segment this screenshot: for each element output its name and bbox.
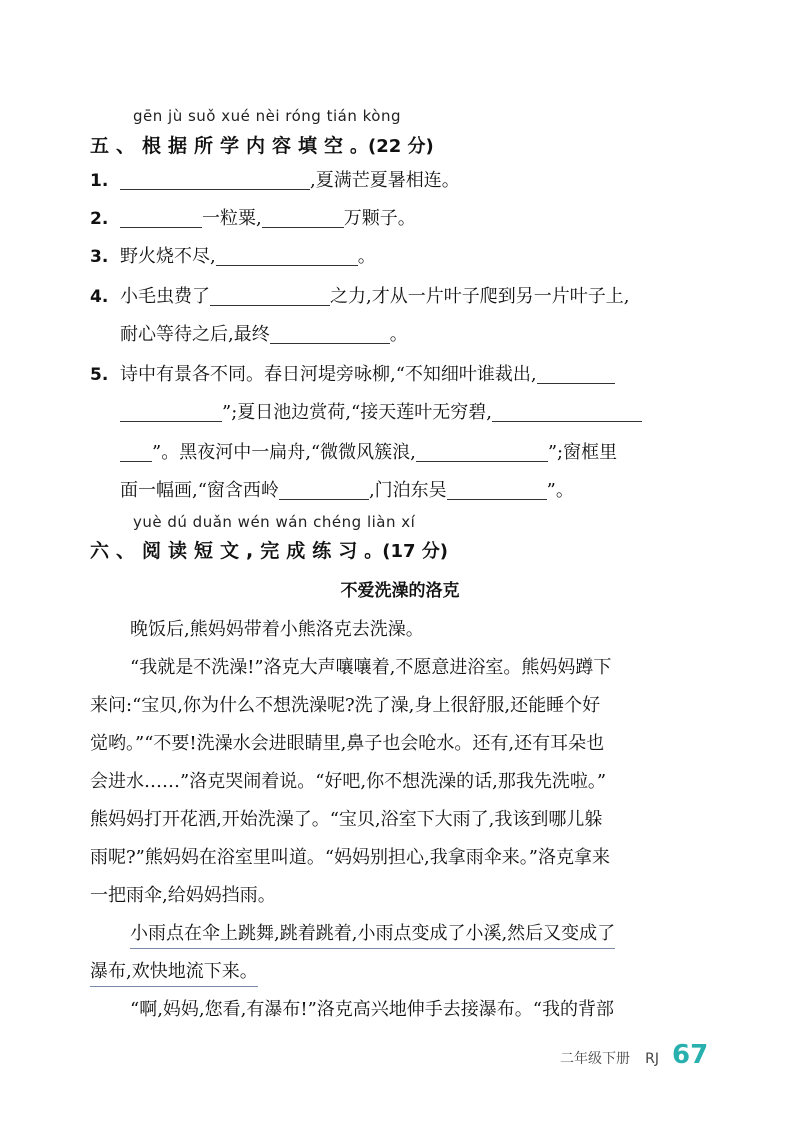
question-4 [90, 284, 629, 310]
answer-blank[interactable] [120, 443, 152, 462]
question-text: ,门泊东吴 [368, 480, 447, 501]
story-line: 熊妈妈打开花洒,开始洗澡了。“宝贝,浴室下大雨了,我该到哪儿躲 [90, 809, 603, 830]
answer-blank[interactable] [120, 403, 222, 422]
answer-blank[interactable] [447, 481, 547, 500]
page-footer [560, 1040, 708, 1070]
underlined-sentence: 瀑布,欢快地流下来。 [90, 957, 258, 987]
answer-blank[interactable] [262, 209, 344, 228]
grade-label: 二年级下册 [560, 1051, 630, 1067]
question-text: 万颗子。 [343, 208, 416, 229]
section5-heading [90, 131, 434, 158]
story-line: “啊,妈妈,您看,有瀑布!”洛克高兴地伸手去接瀑布。“我的背部 [130, 999, 615, 1020]
story-line: 雨呢?”熊妈妈在浴室里叫道。“妈妈别担心,我拿雨伞来。”洛克拿来 [90, 847, 610, 868]
question-text: 。 [357, 246, 376, 267]
answer-blank[interactable] [537, 365, 615, 384]
answer-blank[interactable] [216, 247, 358, 266]
page-number: 67 [672, 1040, 709, 1070]
question-number: 1. [90, 171, 109, 191]
question-2 [90, 206, 416, 232]
answer-blank[interactable] [279, 481, 369, 500]
question-text: ”;夏日池边赏荷,“接天莲叶无穷碧, [222, 402, 492, 423]
section5-score: 。(22 分) [350, 136, 434, 157]
question-text: 野火烧不尽, [120, 246, 216, 267]
question-5-line4 [120, 478, 574, 504]
story-line: 来问:“宝贝,你为什么不想洗澡呢?洗了澡,身上很舒服,还能睡个好 [90, 695, 601, 716]
answer-blank[interactable] [120, 171, 310, 190]
question-number: 2. [90, 209, 109, 229]
section5-pinyin: gēn jù suǒ xué nèi róng tián kòng [133, 107, 401, 125]
section6-pinyin: yuè dú duǎn wén wán chéng liàn xí [133, 513, 416, 531]
question-text: 。 [389, 324, 408, 345]
question-text: 一粒粟, [202, 208, 262, 229]
underlined-sentence: 小雨点在伞上跳舞,跳着跳着,小雨点变成了小溪,然后又变成了 [130, 919, 615, 949]
answer-blank[interactable] [270, 325, 390, 344]
question-text: ”;窗框里 [547, 442, 618, 463]
answer-blank[interactable] [416, 443, 548, 462]
story-line: 会进水……”洛克哭闹着说。“好吧,你不想洗澡的话,那我先洗啦。” [90, 771, 607, 792]
story-line: 一把雨伞,给妈妈挡雨。 [90, 885, 276, 906]
story-title: 不爱洗澡的洛克 [340, 581, 460, 601]
question-text: 耐心等待之后,最终 [120, 324, 270, 345]
answer-blank[interactable] [492, 403, 642, 422]
question-number: 5. [90, 365, 109, 385]
story-line: 觉哟。”“不要!洗澡水会进眼睛里,鼻子也会呛水。还有,还有耳朵也 [90, 733, 605, 754]
question-text: ,夏满芒夏暑相连。 [310, 170, 460, 191]
question-text: ”。 [546, 480, 574, 501]
question-text: ”。黑夜河中一扁舟,“微微风簇浪, [152, 442, 416, 463]
question-text: 小毛虫费了 [120, 286, 210, 307]
section6-heading [90, 536, 448, 563]
question-5-line3 [120, 440, 617, 466]
question-1 [90, 168, 460, 194]
question-5-line2 [120, 400, 642, 426]
question-4-cont [120, 322, 408, 348]
question-number: 3. [90, 247, 109, 267]
edition-code: RJ [645, 1051, 659, 1067]
section6-title: 六、阅读短文,完成练习 [90, 540, 365, 562]
answer-blank[interactable] [210, 287, 330, 306]
section5-title: 五、根据所学内容填空 [90, 135, 351, 157]
question-text: 诗中有景各不同。春日河堤旁咏柳,“不知细叶谁裁出, [120, 364, 537, 385]
answer-blank[interactable] [120, 209, 202, 228]
story-line: 晚饭后,熊妈妈带着小熊洛克去洗澡。 [130, 619, 424, 640]
story-line: “我就是不洗澡!”洛克大声嚷嚷着,不愿意进浴室。熊妈妈蹲下 [130, 657, 612, 678]
question-number: 4. [90, 287, 109, 307]
question-text: 之力,才从一片叶子爬到另一片叶子上, [330, 286, 630, 307]
question-text: 面一幅画,“窗含西岭 [120, 480, 279, 501]
section6-score: 。(17 分) [364, 541, 448, 562]
question-5 [90, 362, 615, 388]
question-3 [90, 244, 376, 270]
